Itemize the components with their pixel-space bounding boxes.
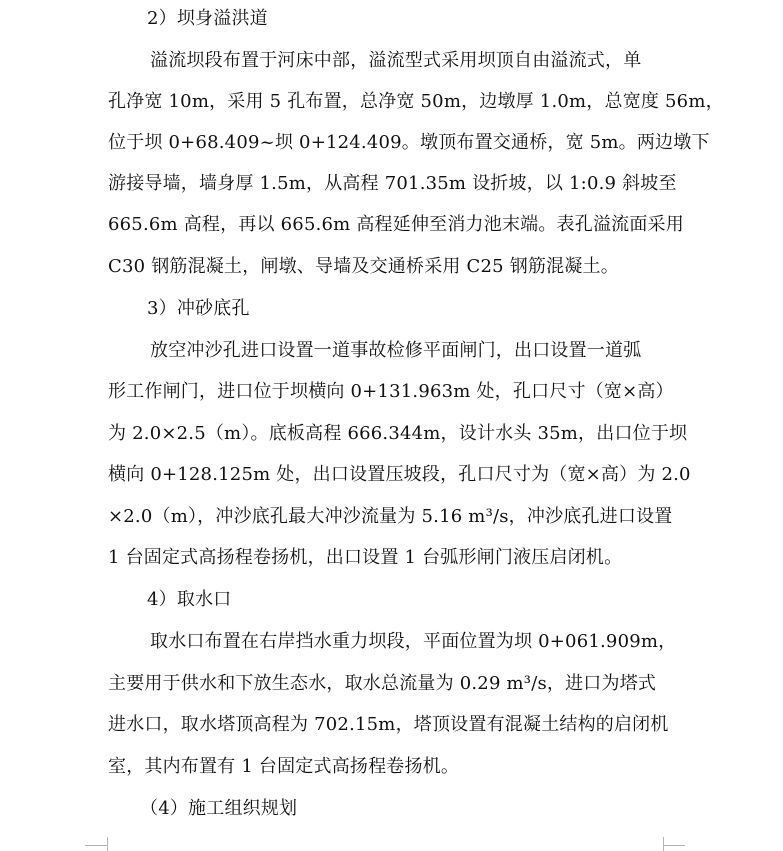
paragraph-line: 为 2.0×2.5（m）。底板高程 666.344m，设计水头 35m，出口位于坝 (108, 423, 688, 444)
paragraph-line: 溢流坝段布置于河床中部，溢流型式采用坝顶自由溢流式，单 (150, 50, 642, 71)
paragraph-line: C30 钢筋混凝土，闸墩、导墙及交通桥采用 C25 钢筋混凝土。 (108, 256, 619, 277)
paragraph-line: 取水口布置在右岸挡水重力坝段，平面位置为坝 0+061.909m， (150, 631, 677, 652)
paragraph-line: 孔净宽 10m，采用 5 孔布置，总净宽 50m，边墩厚 1.0m，总宽度 56m， (108, 91, 724, 112)
paragraph-line: 位于坝 0+68.409~坝 0+124.409。墩顶布置交通桥，宽 5m。两边墩下 (108, 132, 710, 153)
paragraph-line: 室，其内布置有 1 台固定式高扬程卷扬机。 (108, 756, 460, 777)
paragraph-line: 1 台固定式高扬程卷扬机，出口设置 1 台弧形闸门液压启闭机。 (108, 547, 623, 568)
paragraph-line: 形工作闸门，进口位于坝横向 0+131.963m 处，孔口尺寸（宽×高） (108, 381, 674, 402)
heading-spillway: 2）坝身溢洪道 (147, 8, 268, 29)
paragraph-line: 主要用于供水和下放生态水，取水总流量为 0.29 m³/s，进口为塔式 (108, 673, 657, 694)
heading-intake: 4）取水口 (147, 589, 232, 610)
heading-sluice: 3）冲砂底孔 (147, 298, 250, 319)
crop-mark-left-v (107, 837, 108, 851)
crop-mark-right-v (663, 837, 664, 851)
paragraph-line: ×2.0（m），冲沙底孔最大冲沙流量为 5.16 m³/s，冲沙底孔进口设置 (108, 506, 673, 527)
paragraph-line: 横向 0+128.125m 处，出口设置压坡段，孔口尺寸为（宽×高）为 2.0 (108, 464, 691, 485)
paragraph-line: 665.6m 高程，再以 665.6m 高程延伸至消力池末端。表孔溢流面采用 (108, 214, 684, 235)
paragraph-line: 进水口，取水塔顶高程为 702.15m，塔顶设置有混凝土结构的启闭机 (108, 714, 669, 735)
crop-mark-left-h (85, 845, 107, 846)
paragraph-line: 放空冲沙孔进口设置一道事故检修平面闸门，出口设置一道弧 (150, 340, 642, 361)
heading-construction: （4）施工组织规划 (140, 798, 298, 819)
crop-mark-right-h (663, 845, 685, 846)
paragraph-line: 游接导墙，墙身厚 1.5m，从高程 701.35m 设折坡，以 1:0.9 斜坡至 (108, 173, 677, 194)
